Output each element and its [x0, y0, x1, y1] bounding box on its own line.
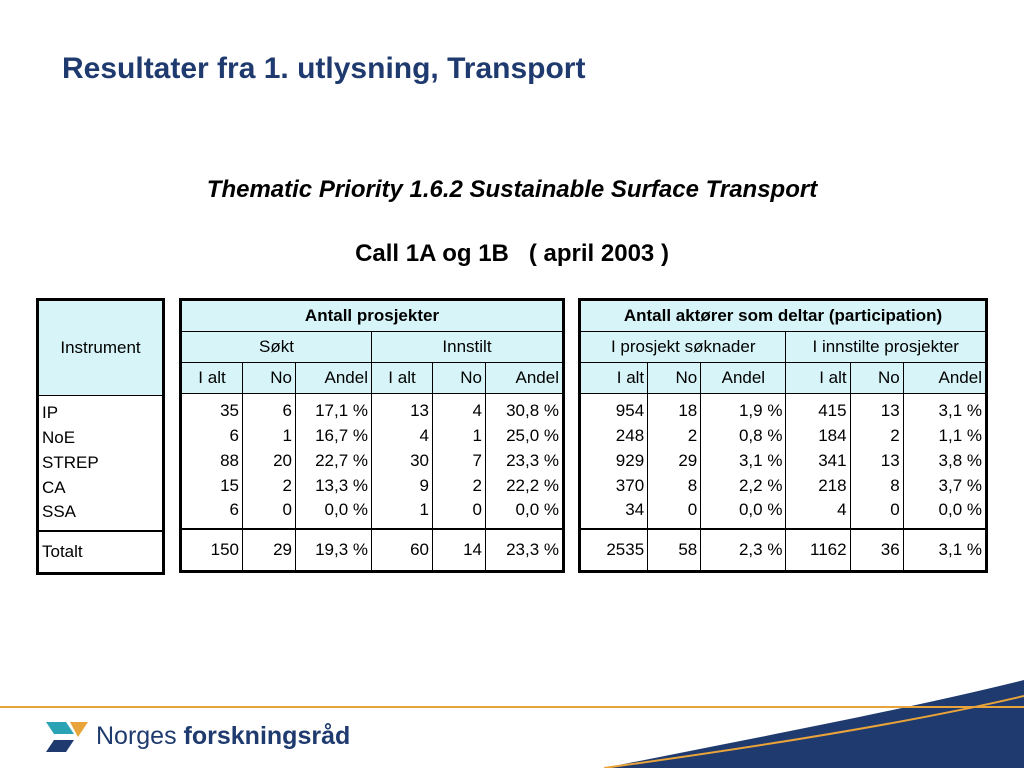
- table-cell: 1,9 %: [701, 394, 786, 424]
- table-cell: 30,8 %: [486, 394, 564, 424]
- table-cell: 415: [786, 394, 850, 424]
- table-row: [181, 423, 564, 448]
- subtitle: Thematic Priority 1.6.2 Sustainable Surface Transport: [206, 176, 818, 203]
- table-cell: 0,0 %: [701, 498, 786, 529]
- table-row: [580, 394, 987, 424]
- table-cell: 248: [580, 423, 648, 448]
- table-cell: 0: [243, 498, 296, 529]
- table-cell: 13: [372, 394, 433, 424]
- column-header: I alt: [181, 363, 243, 394]
- footer-divider: [0, 706, 1024, 708]
- column-header: I alt: [580, 363, 648, 394]
- table-row: [181, 473, 564, 498]
- table-cell: 0,8 %: [701, 423, 786, 448]
- table-cell: 25,0 %: [486, 423, 564, 448]
- call-label: Call 1A og 1B ( april 2003 ): [355, 240, 669, 267]
- total-row: [580, 529, 987, 572]
- table-cell: 13,3 %: [296, 473, 372, 498]
- table-row: [580, 473, 987, 498]
- prosjekter-title: Antall prosjekter: [181, 300, 564, 332]
- table-cell: 2: [648, 423, 701, 448]
- table-cell: 929: [580, 448, 648, 473]
- instrument-strep: STREP: [38, 450, 164, 475]
- table-cell: 22,2 %: [486, 473, 564, 498]
- table-cell: 30: [372, 448, 433, 473]
- column-header: I alt: [372, 363, 433, 394]
- table-row: [181, 498, 564, 529]
- total-row: [181, 529, 564, 572]
- table-cell: 184: [786, 423, 850, 448]
- total-cell: 3,1 %: [903, 529, 986, 572]
- table-cell: 18: [648, 394, 701, 424]
- table-row: [181, 394, 564, 424]
- total-cell: 150: [181, 529, 243, 572]
- table-cell: 3,7 %: [903, 473, 986, 498]
- aktorer-group-soknader: I prosjekt søknader: [580, 332, 786, 363]
- instrument-total: Totalt: [38, 531, 164, 574]
- total-cell: 2,3 %: [701, 529, 786, 572]
- table-cell: 1: [372, 498, 433, 529]
- table-row: [580, 498, 987, 529]
- aktorer-body: [580, 394, 987, 572]
- norges-forskningsrad-logo-icon: [44, 718, 90, 756]
- column-header: Andel: [296, 363, 372, 394]
- total-cell: 14: [433, 529, 486, 572]
- table-cell: 4: [786, 498, 850, 529]
- column-header: I alt: [786, 363, 850, 394]
- table-cell: 0: [850, 498, 903, 529]
- table-cell: 9: [372, 473, 433, 498]
- table-cell: 34: [580, 498, 648, 529]
- total-cell: 60: [372, 529, 433, 572]
- table-cell: 0,0 %: [486, 498, 564, 529]
- instrument-table: [36, 298, 165, 575]
- table-cell: 6: [243, 394, 296, 424]
- decorative-swoosh: [604, 670, 1024, 768]
- prosjekter-group-innstilt: Innstilt: [372, 332, 564, 363]
- table-cell: 6: [181, 498, 243, 529]
- prosjekter-table: [179, 298, 565, 573]
- column-header: Andel: [486, 363, 564, 394]
- table-cell: 22,7 %: [296, 448, 372, 473]
- logo-word-forskningsrad: forskningsråd: [183, 722, 351, 750]
- table-cell: 13: [850, 448, 903, 473]
- total-cell: 2535: [580, 529, 648, 572]
- table-cell: 1,1 %: [903, 423, 986, 448]
- table-cell: 0,0 %: [296, 498, 372, 529]
- column-header: Andel: [701, 363, 786, 394]
- table-cell: 17,1 %: [296, 394, 372, 424]
- table-cell: 2: [433, 473, 486, 498]
- table-cell: 8: [648, 473, 701, 498]
- table-cell: 8: [850, 473, 903, 498]
- column-header: No: [648, 363, 701, 394]
- table-cell: 4: [372, 423, 433, 448]
- table-cell: 370: [580, 473, 648, 498]
- total-cell: 36: [850, 529, 903, 572]
- table-cell: 2: [850, 423, 903, 448]
- table-cell: 15: [181, 473, 243, 498]
- table-cell: 13: [850, 394, 903, 424]
- table-cell: 6: [181, 423, 243, 448]
- table-cell: 29: [648, 448, 701, 473]
- instrument-ssa: SSA: [38, 500, 164, 531]
- table-row: [580, 423, 987, 448]
- table-cell: 1: [433, 423, 486, 448]
- table-cell: 3,1 %: [903, 394, 986, 424]
- total-cell: 58: [648, 529, 701, 572]
- table-cell: 88: [181, 448, 243, 473]
- column-header: No: [433, 363, 486, 394]
- table-row: [580, 448, 987, 473]
- column-header: Andel: [903, 363, 986, 394]
- aktorer-title: Antall aktører som deltar (participation): [580, 300, 987, 332]
- instrument-ca: CA: [38, 475, 164, 500]
- instrument-header: Instrument: [38, 300, 164, 396]
- total-cell: 1162: [786, 529, 850, 572]
- instrument-ip: IP: [38, 396, 164, 426]
- table-cell: 341: [786, 448, 850, 473]
- table-cell: 23,3 %: [486, 448, 564, 473]
- table-cell: 20: [243, 448, 296, 473]
- table-cell: 2: [243, 473, 296, 498]
- column-header: No: [243, 363, 296, 394]
- table-cell: 3,8 %: [903, 448, 986, 473]
- table-cell: 16,7 %: [296, 423, 372, 448]
- table-cell: 4: [433, 394, 486, 424]
- prosjekter-group-sokt: Søkt: [181, 332, 372, 363]
- table-cell: 218: [786, 473, 850, 498]
- table-cell: 2,2 %: [701, 473, 786, 498]
- total-cell: 29: [243, 529, 296, 572]
- table-cell: 35: [181, 394, 243, 424]
- aktorer-table: [578, 298, 988, 573]
- total-cell: 19,3 %: [296, 529, 372, 572]
- table-cell: 0,0 %: [903, 498, 986, 529]
- logo-word-norges: Norges: [96, 722, 184, 750]
- table-cell: 1: [243, 423, 296, 448]
- table-cell: 954: [580, 394, 648, 424]
- table-row: [181, 448, 564, 473]
- table-cell: 0: [433, 498, 486, 529]
- page-title: Resultater fra 1. utlysning, Transport: [62, 52, 586, 85]
- logo-wordmark: [96, 722, 350, 751]
- total-cell: 23,3 %: [486, 529, 564, 572]
- aktorer-group-innstilte: I innstilte prosjekter: [786, 332, 987, 363]
- column-header: No: [850, 363, 903, 394]
- table-cell: 3,1 %: [701, 448, 786, 473]
- table-cell: 0: [648, 498, 701, 529]
- table-cell: 7: [433, 448, 486, 473]
- prosjekter-body: [181, 394, 564, 572]
- instrument-noe: NoE: [38, 425, 164, 450]
